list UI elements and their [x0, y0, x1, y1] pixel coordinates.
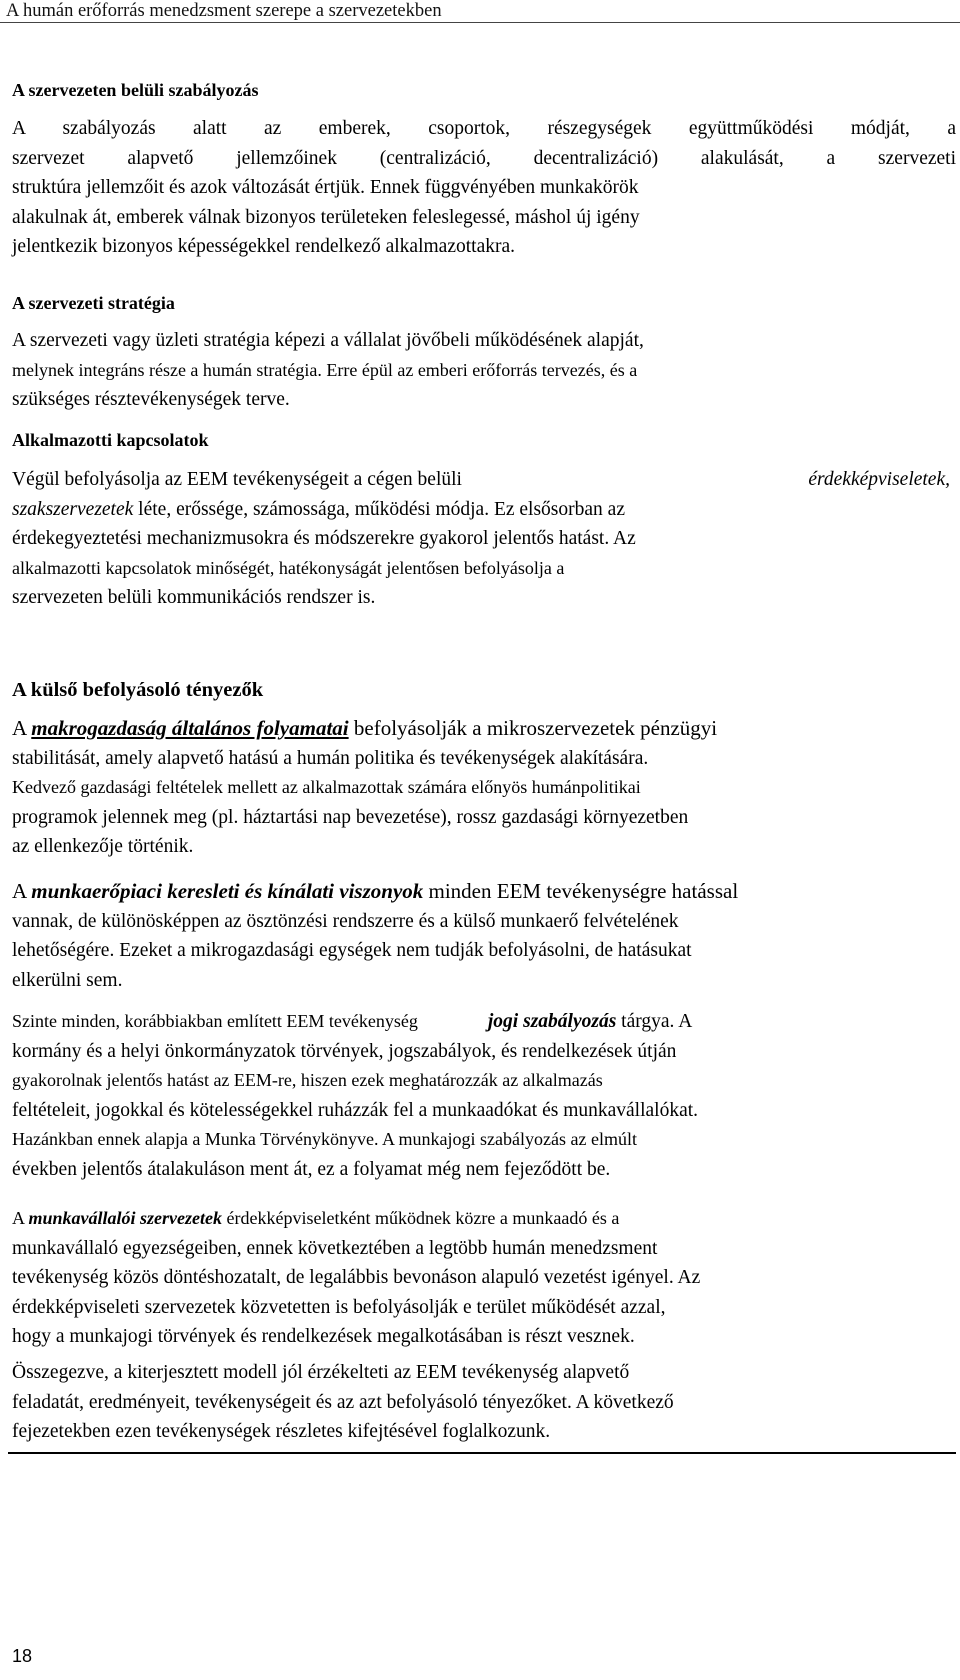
- paragraph-summary: [12, 1358, 956, 1447]
- paragraph-employee-organizations: [12, 1204, 956, 1352]
- text-line: [12, 465, 956, 495]
- paragraph-employee-relations: [12, 465, 956, 613]
- emphasis-term: munkaerőpiaci keresleti és kínálati viszonyok: [31, 879, 424, 903]
- text-line: kormány és a helyi önkormányzatok törvények, jogszabályok, és rendelkezések útján: [12, 1040, 677, 1062]
- italic-term: szakszervezetek: [12, 498, 134, 520]
- text-line: tevékenység közös döntéshozatalt, de legalábbis bevonáson alapuló vezetést igényel. Az: [12, 1267, 701, 1288]
- text-run: Végül befolyásolja az EEM tevékenységeit a cégen belüli: [12, 469, 462, 490]
- text-line: melynek integráns része a humán stratégia. Erre épül az emberi erőforrás tervezés, és a: [12, 359, 638, 380]
- emphasis-term: jogi szabályozás: [487, 1011, 617, 1032]
- text-line: programok jelennek meg (pl. háztartási nap bevezetése), rossz gazdasági környezetben: [12, 806, 689, 828]
- text-run: A: [12, 716, 32, 740]
- text-line: érdekképviseleti szervezetek közvetetten is befolyásolják e terület működését azzal,: [12, 1296, 666, 1318]
- text-line: alkalmazotti kapcsolatok minőségét, hatékonyságát jelentősen befolyásolja a: [12, 557, 565, 578]
- text-line: A szabályozás alatt az emberek, csoportok, részegységek együttműködési módját, a: [12, 118, 956, 139]
- text-line: [12, 713, 956, 744]
- text-run: minden EEM tevékenységre hatással: [423, 879, 739, 903]
- emphasis-term: makrogazdaság általános folyamatai: [31, 716, 349, 740]
- emphasis-term: munkavállalói szervezetek: [28, 1208, 222, 1228]
- text-run: tárgya. A: [616, 1011, 693, 1032]
- italic-term: érdekképviseletek,: [808, 469, 950, 490]
- text-run: léte, erőssége, számossága, működési módja. Ez elsősorban az: [133, 498, 625, 520]
- page-number: 18: [12, 1646, 33, 1666]
- paragraph-labour-market: [12, 876, 956, 995]
- text-line: hogy a munkajogi törvények és rendelkezések megalkotásában is részt vesznek.: [12, 1326, 635, 1347]
- text-line: alakulnak át, emberek válnak bizonyos területeken feleslegessé, máshol új igény: [12, 206, 640, 228]
- header-rule: [0, 22, 960, 23]
- text-line: szükséges résztevékenységek terve.: [12, 389, 290, 410]
- text-run: A: [12, 1208, 29, 1228]
- text-run: befolyásolják a mikroszervezetek pénzügyi: [348, 716, 718, 740]
- running-header: [0, 0, 960, 24]
- text-line: az ellenkezője történik.: [12, 836, 194, 857]
- section-heading-internal-regulation: A szervezeten belüli szabályozás: [12, 80, 259, 100]
- text-run: Szinte minden, korábbiakban említett EEM tevékenység: [12, 1011, 418, 1031]
- header-title: A humán erőforrás menedzsment szerepe a szervezetekben: [6, 1, 442, 21]
- text-line: [12, 1204, 956, 1234]
- text-line: fejezetekben ezen tevékenységek részletes kifejtésével foglalkozunk.: [12, 1421, 551, 1442]
- text-line: szervezeten belüli kommunikációs rendszer is.: [12, 587, 376, 608]
- text-line: lehetőségére. Ezeket a mikrogazdasági egységek nem tudják befolyásolni, de hatásukat: [12, 940, 692, 961]
- text-run: érdekképviseletként működnek közre a munkaadó és a: [222, 1208, 620, 1228]
- text-run: A: [12, 879, 32, 903]
- section-heading-strategy: A szervezeti stratégia: [12, 293, 175, 313]
- text-line: [12, 495, 956, 525]
- text-line: vannak, de különösképpen az ösztönzési rendszerre és a külső munkaerő felvételének: [12, 910, 679, 932]
- text-line: [12, 1007, 956, 1037]
- section-heading-external-factors: A külső befolyásoló tényezők: [12, 679, 264, 701]
- text-line: Kedvező gazdasági feltételek mellett az alkalmazottak számára előnyös humánpolitikai: [12, 777, 641, 797]
- text-line: szervezet alapvető jellemzőinek (centralizáció, decentralizáció) alakulását, a szervezeti: [12, 147, 956, 169]
- text-line: munkavállaló egyezségeiben, ennek következtében a legtöbb humán menedzsment: [12, 1237, 658, 1259]
- paragraph-strategy: [12, 326, 956, 415]
- section-heading-employee-relations: Alkalmazotti kapcsolatok: [12, 430, 209, 450]
- paragraph-macroeconomy: [12, 713, 956, 862]
- text-line: feltételeit, jogokkal és kötelességekkel ruházzák fel a munkaadókat és munkavállalókat.: [12, 1099, 699, 1121]
- text-line: A szervezeti vagy üzleti stratégia képezi a vállalat jövőbeli működésének alapját,: [12, 330, 644, 351]
- text-line: jelentkezik bizonyos képességekkel rendelkező alkalmazottakra.: [12, 236, 515, 257]
- paragraph-internal-regulation: [12, 114, 956, 262]
- text-line: [12, 876, 956, 907]
- text-line: gyakorolnak jelentős hatást az EEM-re, hiszen ezek meghatározzák az alkalmazás: [12, 1070, 603, 1090]
- text-line: elkerülni sem.: [12, 969, 123, 991]
- text-line: érdekegyeztetési mechanizmusokra és módszerekre gyakorol jelentős hatást. Az: [12, 528, 636, 549]
- text-line: Összegezve, a kiterjesztett modell jól érzékelteti az EEM tevékenység alapvető: [12, 1362, 630, 1383]
- text-line: stabilitását, amely alapvető hatású a humán politika és tevékenységek alakítására.: [12, 747, 649, 769]
- text-line: struktúra jellemzőit és azok változását értjük. Ennek függvényében munkakörök: [12, 177, 639, 198]
- text-line: feladatát, eredményeit, tevékenységeit és az azt befolyásoló tényezőket. A következő: [12, 1391, 674, 1413]
- footer-rule: [8, 1452, 956, 1454]
- text-line: Hazánkban ennek alapja a Munka Törvénykönyve. A munkajogi szabályozás az elmúlt: [12, 1129, 637, 1149]
- paragraph-legal-regulation: [12, 1007, 956, 1184]
- text-line: években jelentős átalakuláson ment át, ez a folyamat még nem fejeződött be.: [12, 1158, 611, 1180]
